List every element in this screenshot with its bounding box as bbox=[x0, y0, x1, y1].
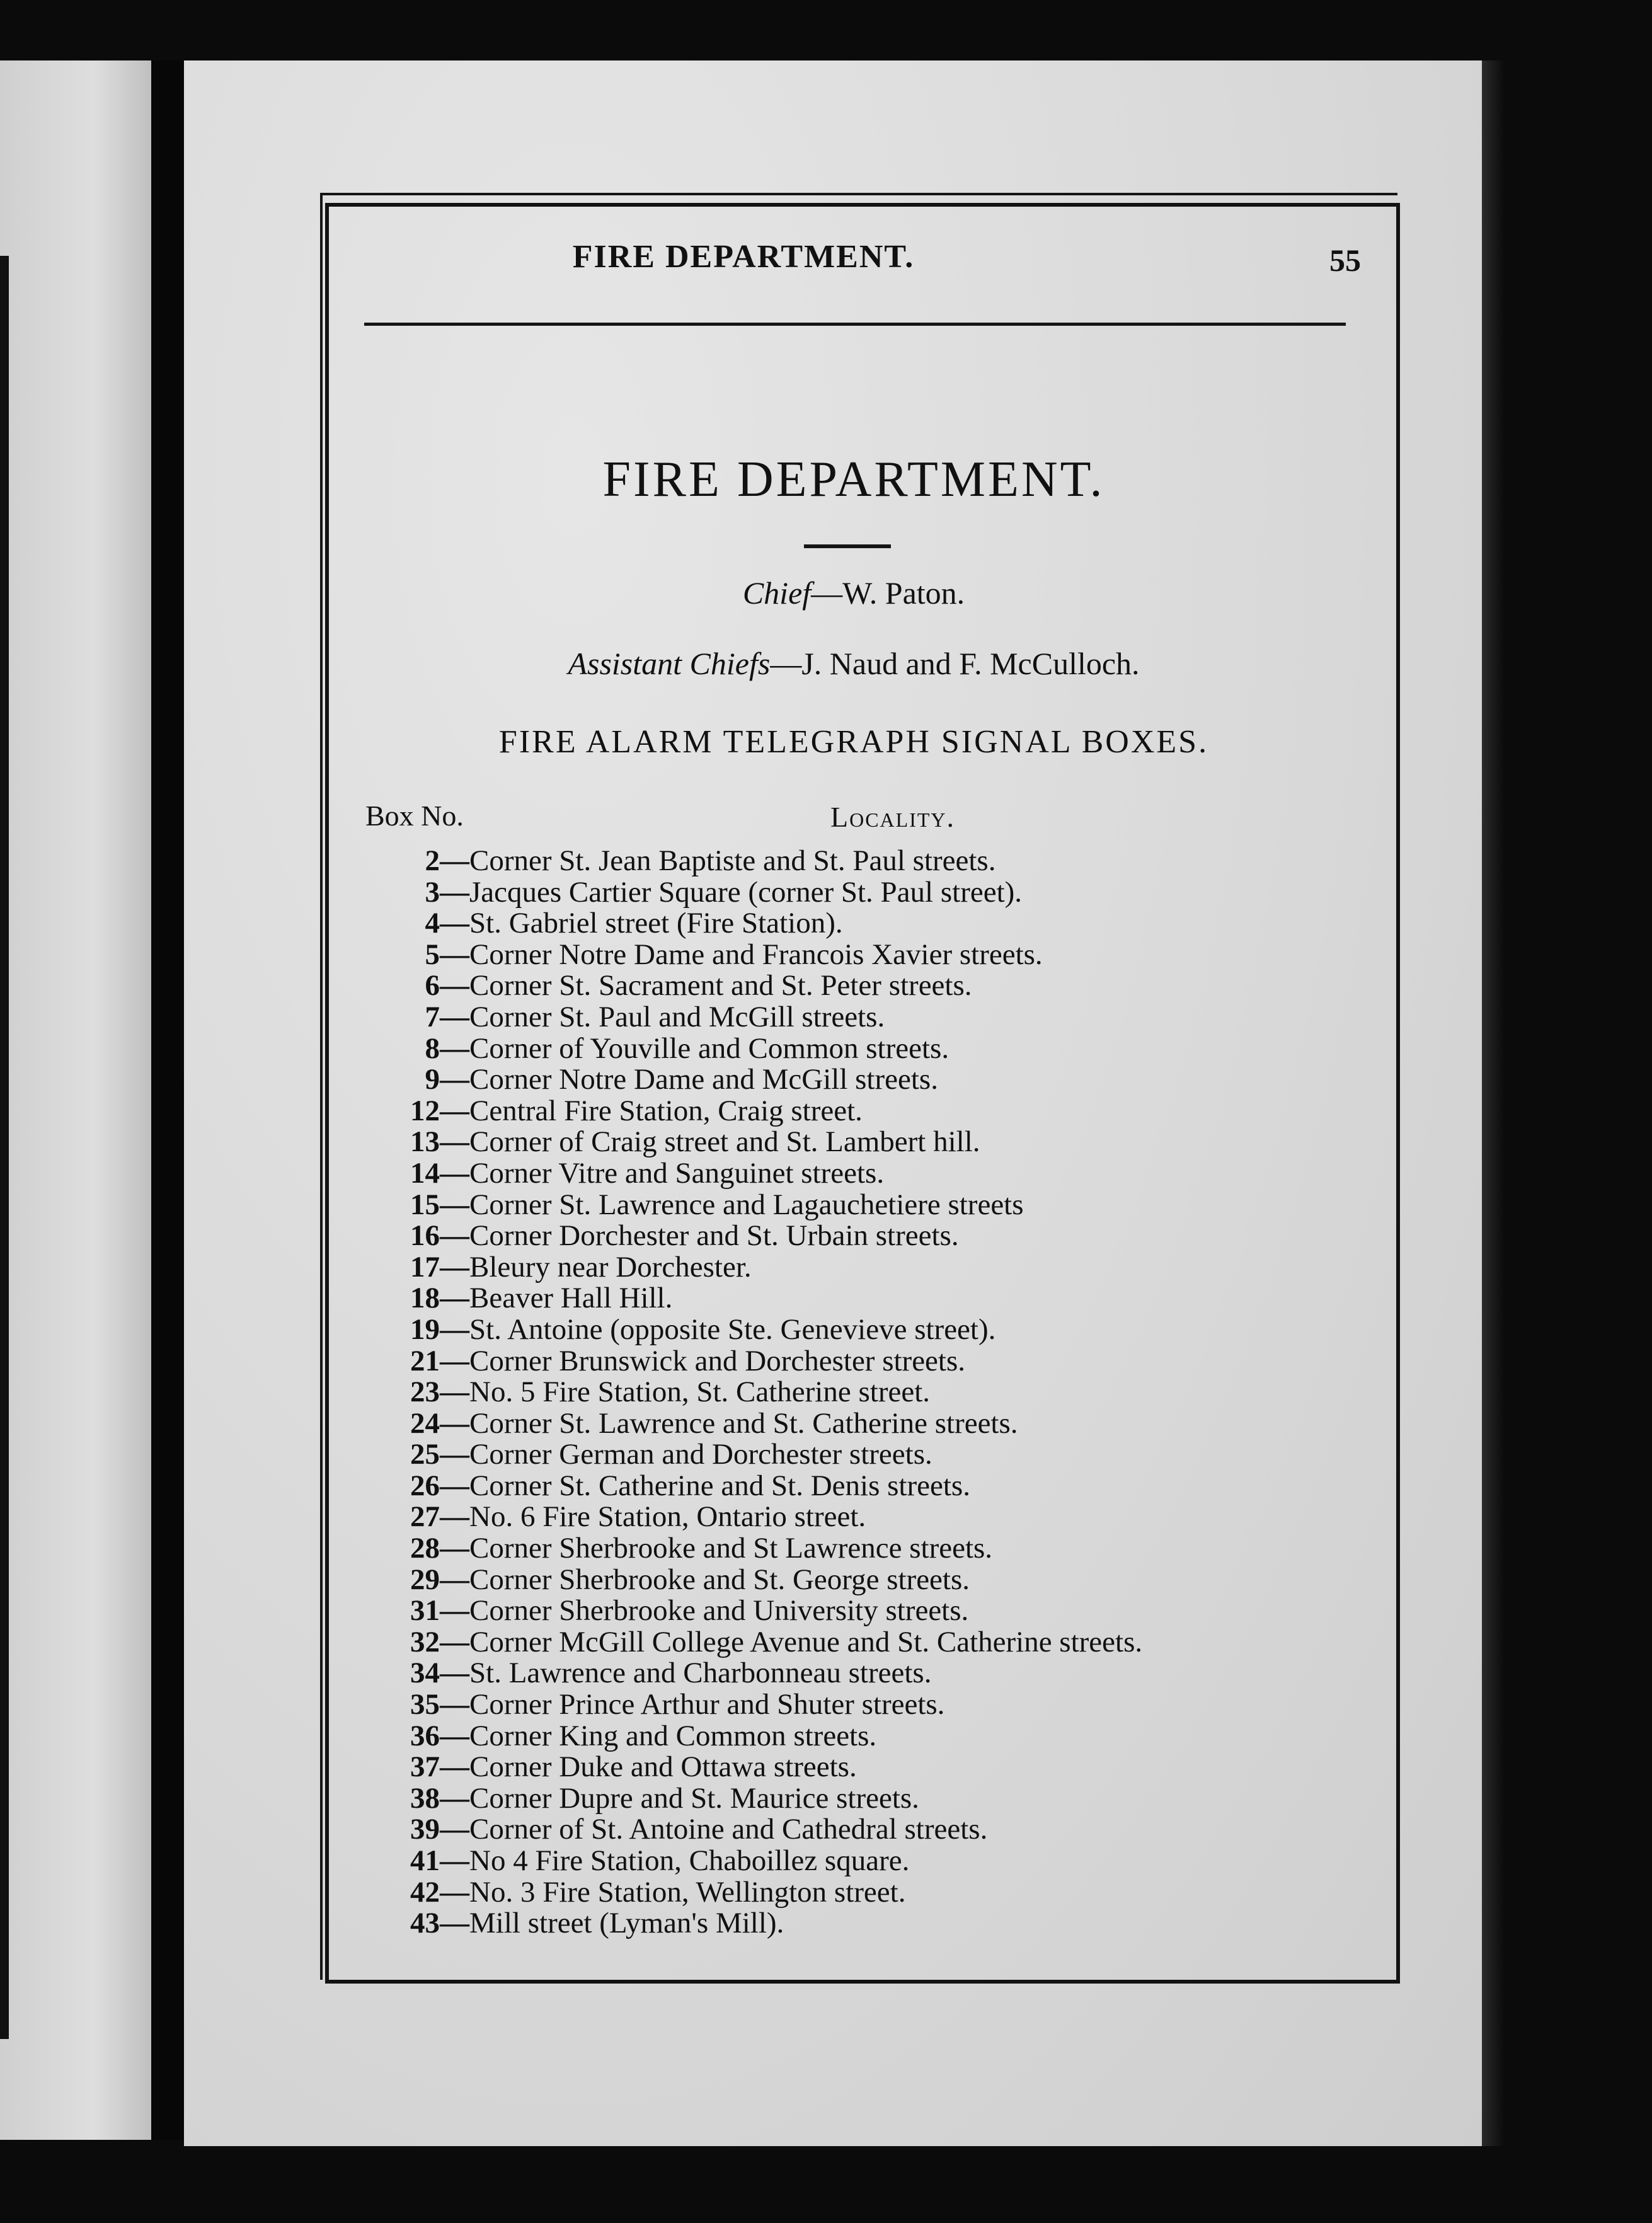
box-locality: No 4 Fire Station, Chaboillez square. bbox=[469, 1844, 910, 1877]
list-item bbox=[365, 1127, 1348, 1158]
column-header-box-no: Box No. bbox=[365, 800, 464, 832]
box-locality: Corner St. Sacrament and St. Peter streets. bbox=[469, 969, 972, 1002]
box-separator: — bbox=[440, 1438, 469, 1471]
box-separator: — bbox=[440, 969, 469, 1002]
box-separator: — bbox=[440, 1719, 469, 1752]
box-locality: Jacques Cartier Square (corner St. Paul street). bbox=[469, 875, 1023, 909]
box-locality: Corner of St. Antoine and Cathedral streets. bbox=[469, 1813, 988, 1846]
box-number: 3 bbox=[425, 875, 440, 909]
section-title: FIRE DEPARTMENT. bbox=[602, 452, 1105, 507]
running-head: FIRE DEPARTMENT. bbox=[572, 239, 915, 275]
box-locality: Corner German and Dorchester streets. bbox=[469, 1438, 932, 1471]
box-locality: Corner Sherbrooke and St. George streets. bbox=[469, 1563, 970, 1596]
box-locality: No. 3 Fire Station, Wellington street. bbox=[469, 1875, 906, 1909]
box-number: 39 bbox=[410, 1813, 440, 1846]
box-separator: — bbox=[440, 844, 469, 877]
box-number: 25 bbox=[410, 1438, 440, 1471]
box-locality: Bleury near Dorchester. bbox=[469, 1250, 752, 1284]
box-locality: Corner Notre Dame and McGill streets. bbox=[469, 1063, 938, 1096]
signal-boxes-heading: FIRE ALARM TELEGRAPH SIGNAL BOXES. bbox=[498, 724, 1209, 760]
box-separator: — bbox=[440, 1250, 469, 1284]
list-item bbox=[365, 939, 1348, 971]
list-item bbox=[365, 1846, 1348, 1877]
list-item bbox=[365, 1377, 1348, 1408]
box-locality: Corner Duke and Ottawa streets. bbox=[469, 1750, 857, 1784]
book-gutter bbox=[151, 60, 186, 2140]
box-separator: — bbox=[440, 1063, 469, 1096]
box-number: 16 bbox=[410, 1219, 440, 1253]
box-locality: Corner Dupre and St. Maurice streets. bbox=[469, 1781, 919, 1815]
box-locality: Corner St. Lawrence and Lagauchetiere streets bbox=[469, 1188, 1024, 1221]
chief-line bbox=[365, 575, 1342, 611]
box-separator: — bbox=[440, 1031, 469, 1065]
box-number: 4 bbox=[425, 907, 440, 940]
list-item bbox=[365, 1814, 1348, 1846]
box-number: 26 bbox=[410, 1469, 440, 1502]
box-number: 14 bbox=[410, 1156, 440, 1190]
box-separator: — bbox=[440, 1844, 469, 1877]
box-separator: — bbox=[440, 1188, 469, 1221]
box-separator: — bbox=[440, 1563, 469, 1596]
list-item bbox=[365, 1002, 1348, 1033]
box-number: 43 bbox=[410, 1907, 440, 1940]
box-number: 24 bbox=[410, 1406, 440, 1440]
assistant-chiefs-label: Assistant Chiefs bbox=[568, 646, 771, 681]
box-locality: Corner Dorchester and St. Urbain streets. bbox=[469, 1219, 959, 1253]
list-item bbox=[365, 1533, 1348, 1565]
box-separator: — bbox=[440, 907, 469, 940]
box-number: 9 bbox=[425, 1063, 440, 1096]
box-locality: St. Antoine (opposite Ste. Genevieve street). bbox=[469, 1313, 996, 1346]
list-item bbox=[365, 1283, 1348, 1314]
box-locality: Beaver Hall Hill. bbox=[469, 1282, 673, 1315]
box-locality: Mill street (Lyman's Mill). bbox=[469, 1907, 784, 1940]
box-number: 8 bbox=[425, 1031, 440, 1065]
list-item bbox=[365, 1658, 1348, 1689]
assistant-chiefs-line bbox=[365, 645, 1342, 682]
box-locality: Corner Notre Dame and Francois Xavier streets. bbox=[469, 938, 1043, 971]
list-item bbox=[365, 877, 1348, 909]
box-separator: — bbox=[440, 938, 469, 971]
box-number: 31 bbox=[410, 1594, 440, 1628]
box-separator: — bbox=[440, 1625, 469, 1658]
list-item bbox=[365, 1346, 1348, 1377]
list-item bbox=[365, 1721, 1348, 1752]
list-item bbox=[365, 1158, 1348, 1190]
box-number: 27 bbox=[410, 1500, 440, 1534]
box-number: 35 bbox=[410, 1688, 440, 1721]
page-number: 55 bbox=[1329, 243, 1361, 278]
box-separator: — bbox=[440, 1125, 469, 1159]
box-locality: Corner St. Lawrence and St. Catherine streets. bbox=[469, 1406, 1018, 1440]
box-number: 42 bbox=[410, 1875, 440, 1909]
box-locality: Corner Sherbrooke and St Lawrence streets. bbox=[469, 1532, 993, 1565]
box-number: 37 bbox=[410, 1750, 440, 1784]
box-locality: Corner King and Common streets. bbox=[469, 1719, 877, 1752]
box-number: 2 bbox=[425, 844, 440, 877]
box-separator: — bbox=[440, 1781, 469, 1815]
box-number: 12 bbox=[410, 1094, 440, 1127]
list-item bbox=[365, 1595, 1348, 1627]
title-rule bbox=[804, 544, 891, 548]
box-number: 23 bbox=[410, 1376, 440, 1409]
box-locality: Corner Brunswick and Dorchester streets. bbox=[469, 1344, 966, 1377]
box-separator: — bbox=[440, 1500, 469, 1534]
box-number: 18 bbox=[410, 1282, 440, 1315]
box-number: 29 bbox=[410, 1563, 440, 1596]
list-item bbox=[365, 1877, 1348, 1909]
box-number: 7 bbox=[425, 1000, 440, 1033]
box-locality: Corner St. Catherine and St. Denis streets. bbox=[469, 1469, 970, 1502]
box-number: 34 bbox=[410, 1657, 440, 1690]
box-separator: — bbox=[440, 1875, 469, 1909]
list-item bbox=[365, 1064, 1348, 1096]
signal-box-list bbox=[365, 846, 1348, 1939]
assistant-chiefs-names: —J. Naud and F. McCulloch. bbox=[770, 646, 1140, 681]
list-item bbox=[365, 970, 1348, 1002]
box-number: 17 bbox=[410, 1250, 440, 1284]
box-number: 19 bbox=[410, 1313, 440, 1346]
box-separator: — bbox=[440, 1000, 469, 1033]
box-separator: — bbox=[440, 1406, 469, 1440]
box-number: 5 bbox=[425, 938, 440, 971]
box-separator: — bbox=[440, 1750, 469, 1784]
box-number: 36 bbox=[410, 1719, 440, 1752]
box-locality: Corner Vitre and Sanguinet streets. bbox=[469, 1156, 885, 1190]
box-separator: — bbox=[440, 1344, 469, 1377]
page-edge-shadow bbox=[1482, 60, 1503, 2146]
list-item bbox=[365, 1783, 1348, 1815]
box-locality: Corner Sherbrooke and University streets. bbox=[469, 1594, 969, 1628]
list-item bbox=[365, 908, 1348, 939]
box-locality: No. 5 Fire Station, St. Catherine street. bbox=[469, 1376, 931, 1409]
list-item bbox=[365, 1471, 1348, 1502]
list-item bbox=[365, 1627, 1348, 1658]
box-number: 13 bbox=[410, 1125, 440, 1159]
box-number: 28 bbox=[410, 1532, 440, 1565]
box-separator: — bbox=[440, 1813, 469, 1846]
box-separator: — bbox=[440, 1094, 469, 1127]
box-separator: — bbox=[440, 1532, 469, 1565]
box-separator: — bbox=[440, 1657, 469, 1690]
list-item bbox=[365, 1221, 1348, 1252]
list-item bbox=[365, 1252, 1348, 1284]
box-separator: — bbox=[440, 1376, 469, 1409]
list-item bbox=[365, 1096, 1348, 1127]
box-number: 6 bbox=[425, 969, 440, 1002]
facing-page-edge bbox=[0, 60, 156, 2140]
box-locality: St. Gabriel street (Fire Station). bbox=[469, 907, 843, 940]
list-item bbox=[365, 1439, 1348, 1471]
box-separator: — bbox=[440, 1469, 469, 1502]
box-separator: — bbox=[440, 1219, 469, 1253]
box-separator: — bbox=[440, 1594, 469, 1628]
chief-name: —W. Paton. bbox=[811, 575, 965, 611]
header-rule bbox=[364, 323, 1346, 326]
box-locality: Corner Prince Arthur and Shuter streets. bbox=[469, 1688, 945, 1721]
box-number: 32 bbox=[410, 1625, 440, 1658]
box-separator: — bbox=[440, 1156, 469, 1190]
box-locality: Corner of Youville and Common streets. bbox=[469, 1031, 949, 1065]
box-locality: Corner St. Paul and McGill streets. bbox=[469, 1000, 885, 1033]
box-number: 38 bbox=[410, 1781, 440, 1815]
facing-page-frame-line bbox=[0, 256, 9, 2039]
box-separator: — bbox=[440, 1688, 469, 1721]
box-separator: — bbox=[440, 1282, 469, 1315]
box-number: 15 bbox=[410, 1188, 440, 1221]
box-separator: — bbox=[440, 875, 469, 909]
list-item bbox=[365, 1502, 1348, 1533]
list-item bbox=[365, 1689, 1348, 1721]
box-locality: Corner of Craig street and St. Lambert hill. bbox=[469, 1125, 980, 1159]
box-number: 41 bbox=[410, 1844, 440, 1877]
box-separator: — bbox=[440, 1313, 469, 1346]
list-item bbox=[365, 1565, 1348, 1596]
chief-label: Chief bbox=[742, 575, 812, 611]
box-locality: Corner McGill College Avenue and St. Catherine streets. bbox=[469, 1625, 1143, 1658]
list-item bbox=[365, 1190, 1348, 1221]
list-item bbox=[365, 1033, 1348, 1065]
box-locality: No. 6 Fire Station, Ontario street. bbox=[469, 1500, 866, 1534]
list-item bbox=[365, 846, 1348, 877]
box-locality: Central Fire Station, Craig street. bbox=[469, 1094, 863, 1127]
list-item bbox=[365, 1908, 1348, 1939]
box-separator: — bbox=[440, 1907, 469, 1940]
list-item bbox=[365, 1752, 1348, 1783]
box-locality: St. Lawrence and Charbonneau streets. bbox=[469, 1657, 932, 1690]
box-number: 21 bbox=[410, 1344, 440, 1377]
list-item bbox=[365, 1408, 1348, 1440]
column-header-locality: Locality. bbox=[830, 801, 956, 833]
list-item bbox=[365, 1314, 1348, 1346]
box-locality: Corner St. Jean Baptiste and St. Paul streets. bbox=[469, 844, 996, 877]
